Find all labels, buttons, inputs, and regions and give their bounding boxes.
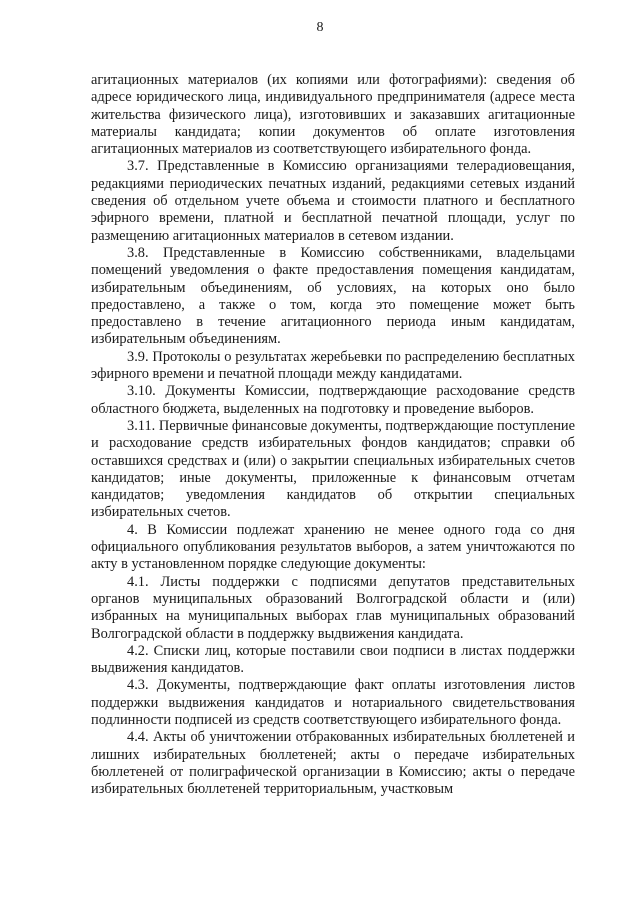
paragraph-3-11: 3.11. Первичные финансовые документы, подтверждающие поступление и расходование средств избирательных фондов кандидатов; справки об оставшихся средствах и (или) о закрытии специальных избирательных счетов кандидатов; иные документы, приложенные к финансовым отчетам кандидатов; уведомления кандидатов об открытии специальных избирательных счетов.	[91, 417, 575, 521]
paragraph-3-9: 3.9. Протоколы о результатах жеребьевки по распределению бесплатных эфирного времени и печатной площади между кандидатами.	[91, 348, 575, 383]
paragraph-3-10: 3.10. Документы Комиссии, подтверждающие расходование средств областного бюджета, выделенных на подготовку и проведение выборов.	[91, 383, 575, 417]
page-number: 8	[316, 20, 324, 35]
paragraph-4-2: 4.2. Списки лиц, которые поставили свои подписи в листах поддержки выдвижения кандидатов.	[91, 642, 575, 677]
paragraph-4-3: 4.3. Документы, подтверждающие факт оплаты изготовления листов поддержки выдвижения кандидатов и нотариального свидетельствования подлинности подписей из средств соответствующего избирательного фонда.	[91, 677, 575, 728]
paragraph-3-7: 3.7. Представленные в Комиссию организациями телерадиовещания, редакциями периодических печатных изданий, редакциями сетевых изданий сведения об отдельном учете объема и стоимости платного и бесплатного эфирного времени, платной и бесплатной печатной площади, услуг по размещению агитационных материалов в сетевом издании.	[91, 158, 575, 244]
document-body	[91, 72, 575, 798]
paragraph-4: 4. В Комиссии подлежат хранению не менее одного года со дня официального опубликования результатов выборов, а затем уничтожаются по акту в установленном порядке следующие документы:	[91, 521, 575, 573]
paragraph-4-1: 4.1. Листы поддержки с подписями депутатов представительных органов муниципальных образований Волгоградской области и (или) избранных на муниципальных выборах глав муниципальных образований Волгоградской области в поддержку выдвижения кандидата.	[91, 573, 575, 642]
paragraph-4-4: 4.4. Акты об уничтожении отбракованных избирательных бюллетеней и лишних избирательных бюллетеней; акты о передаче избирательных бюллетеней от полиграфической организации в Комиссию; акты о передаче избирательных бюллетеней территориальным, участковым	[91, 729, 575, 798]
paragraph-continuation: агитационных материалов (их копиями или фотографиями): сведения об адресе юридического лица, индивидуального предпринимателя (адресе места жительства физического лица), изготовивших и заказавших агитационные материалы кандидата; копии документов об оплате изготовления агитационных материалов из соответствующего избирательного фонда.	[91, 72, 575, 158]
paragraph-3-8: 3.8. Представленные в Комиссию собственниками, владельцами помещений уведомления о факте предоставления помещения кандидатам, избирательным объединениям, об условиях, на которых оно было предоставлено, а также о том, когда это помещение может быть предоставлено в течение агитационного периода иным кандидатам, избирательным объединениям.	[91, 244, 575, 348]
